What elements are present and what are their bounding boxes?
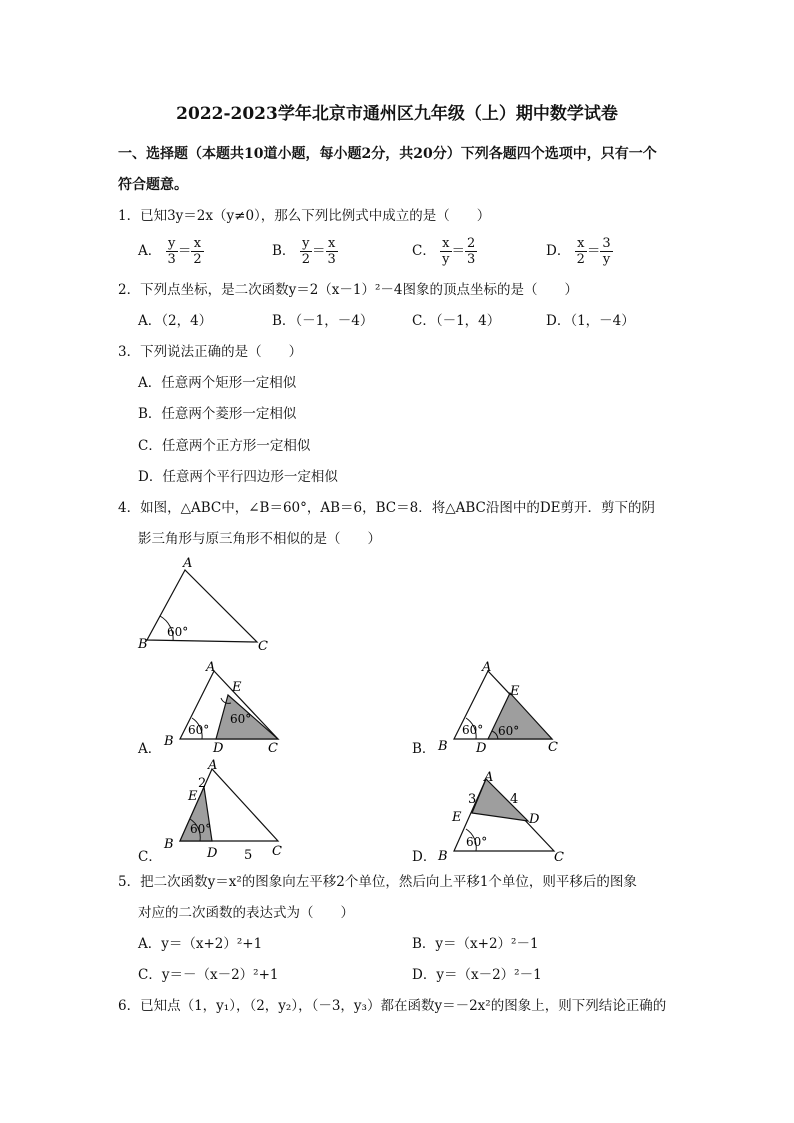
q1-option-b: B． $\frac{y}{2}$ ＝ $\frac{x}{3}$ — [272, 236, 336, 267]
label-d: D — [476, 741, 487, 755]
label-c: C — [272, 844, 282, 859]
q4-option-b-figure — [432, 655, 567, 755]
q5-option-c: C．y＝－（x－2）²+1 — [138, 967, 279, 983]
fraction-left: $\frac{x}{y}$ — [442, 236, 450, 267]
option-label: A． — [138, 243, 162, 259]
label-e: E — [188, 789, 198, 804]
label-e: E — [510, 684, 520, 699]
question-2-stem: 2．下列点坐标，是二次函数y＝2（x－1）²－4图象的顶点坐标的是（ ） — [118, 282, 579, 298]
label-b: B — [164, 837, 174, 852]
q4-option-d-figure — [432, 765, 572, 865]
length-dc: 5 — [244, 848, 253, 863]
label-a: A — [208, 758, 218, 773]
length-ae: 3 — [468, 792, 477, 807]
q5-option-d: D．y＝（x－2）²－1 — [412, 967, 542, 983]
fraction-left: $\frac{y}{3}$ — [167, 236, 176, 267]
question-4-stem-cont: 影三角形与原三角形不相似的是（ ） — [138, 531, 381, 547]
label-c: C — [258, 639, 268, 654]
label-a: A — [484, 770, 494, 785]
angle-label: 60° — [466, 835, 488, 849]
question-5-stem-cont: 对应的二次函数的表达式为（ ） — [138, 905, 354, 921]
label-b: B — [138, 637, 148, 652]
angle-label: 60° — [167, 625, 189, 639]
label-a: A — [206, 660, 216, 675]
label-a: A — [482, 660, 492, 675]
option-label: C． — [412, 243, 436, 259]
label-e: E — [452, 810, 462, 825]
option-label: D． — [546, 243, 571, 259]
label-b: B — [164, 734, 174, 749]
fraction-right: $\frac{3}{y}$ — [602, 236, 611, 267]
q1-option-a: A． $\frac{y}{3}$ ＝ $\frac{x}{2}$ — [138, 236, 202, 267]
q3-option-d: D．任意两个平行四边形一定相似 — [138, 469, 338, 485]
angle-label-d: 60° — [498, 724, 520, 738]
q1-option-d: D． $\frac{x}{2}$ ＝ $\frac{3}{y}$ — [546, 236, 611, 267]
fraction-left: $\frac{y}{2}$ — [301, 236, 310, 267]
angle-label-e: 60° — [230, 712, 252, 726]
label-e: E — [232, 680, 242, 695]
length-ad: 4 — [510, 792, 519, 807]
q5-option-a: A．y＝（x+2）²+1 — [138, 936, 263, 952]
q4-option-c-figure — [158, 755, 293, 865]
q4-option-c-label: C． — [138, 849, 162, 865]
angle-label: 60° — [190, 822, 212, 836]
q4-option-b-label: B． — [412, 741, 436, 757]
q3-option-b: B．任意两个菱形一定相似 — [138, 406, 297, 422]
q2-option-a: A．（2，4） — [138, 313, 213, 329]
question-5-stem: 5．把二次函数y＝x²的图象向左平移2个单位，然后向上平移1个单位，则平移后的图象 — [118, 874, 637, 890]
q5-option-b: B．y＝（x+2）²－1 — [412, 936, 539, 952]
q4-main-figure — [130, 555, 280, 655]
q4-option-d-label: D． — [412, 849, 437, 865]
fraction-right: $\frac{x}{3}$ — [327, 236, 336, 267]
question-3-stem: 3．下列说法正确的是（ ） — [118, 344, 303, 360]
section-heading: 一、选择题（本题共10道小题，每小题2分，共20分）下列各题四个选项中，只有一个 — [118, 146, 657, 162]
length-ae: 2 — [198, 776, 207, 791]
label-d: D — [207, 846, 218, 861]
q1-option-c: C． $\frac{x}{y}$ ＝ $\frac{2}{3}$ — [412, 236, 476, 267]
label-a: A — [183, 556, 193, 571]
question-1-stem: 1．已知3y＝2x（y≠0），那么下列比例式中成立的是（ ） — [118, 208, 491, 224]
label-d: D — [529, 812, 540, 827]
q2-option-b: B．（－1，－4） — [272, 313, 374, 329]
q4-option-a-figure — [158, 655, 293, 755]
label-b: B — [438, 849, 448, 864]
label-b: B — [438, 739, 448, 754]
angle-label-b: 60° — [462, 723, 484, 737]
label-c: C — [548, 740, 558, 755]
fraction-left: $\frac{x}{2}$ — [576, 236, 585, 267]
fraction-right: $\frac{x}{2}$ — [193, 236, 202, 267]
q3-option-a: A．任意两个矩形一定相似 — [138, 375, 297, 391]
q2-option-d: D．（1，－4） — [546, 313, 635, 329]
question-4-stem: 4．如图，△ABC中，∠B＝60°，AB＝6，BC＝8．将△ABC沿图中的DE剪开．剪下的阴 — [118, 500, 656, 516]
option-label: B． — [272, 243, 296, 259]
question-6-stem: 6．已知点（1，y₁），（2，y₂），（－3，y₃）都在函数y＝－2x²的图象上，则下列结论正确的 — [118, 998, 667, 1014]
label-d: D — [213, 741, 224, 755]
triangle-abc — [147, 570, 257, 642]
q3-option-c: C．任意两个正方形一定相似 — [138, 438, 311, 454]
fraction-right: $\frac{2}{3}$ — [467, 236, 476, 267]
label-c: C — [554, 850, 564, 865]
angle-label-b: 60° — [188, 723, 210, 737]
section-heading-cont: 符合题意。 — [118, 177, 188, 193]
page-title: 2022-2023学年北京市通州区九年级（上）期中数学试卷 — [176, 104, 618, 124]
q4-option-a-label: A． — [138, 741, 162, 757]
shaded-triangle — [472, 779, 528, 821]
q2-option-c: C．（－1，4） — [412, 313, 501, 329]
label-c: C — [268, 741, 278, 755]
